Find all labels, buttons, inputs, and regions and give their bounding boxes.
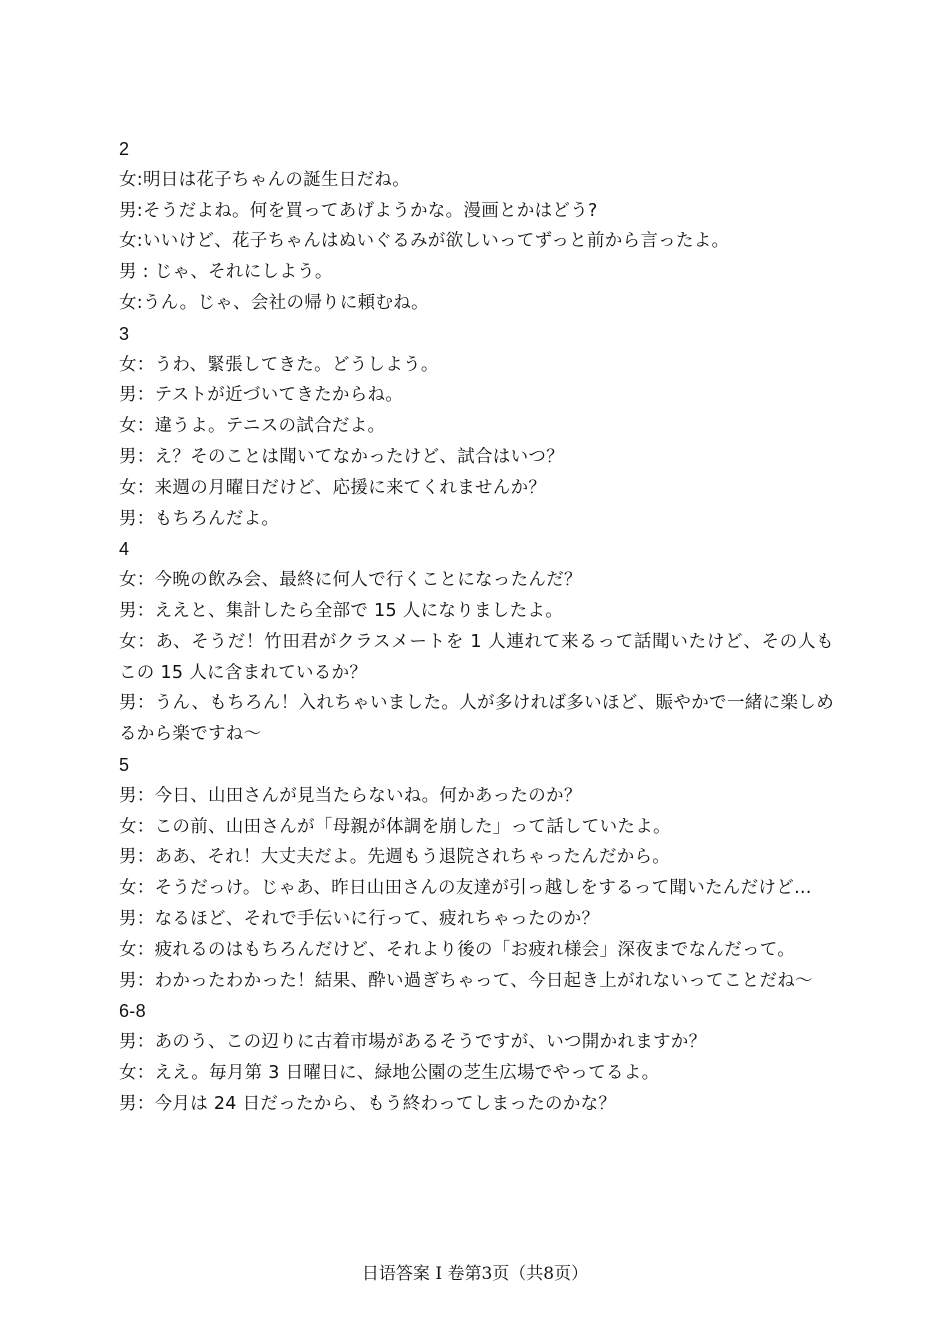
section-number: 5	[119, 754, 130, 775]
dialogue-line: 女:いいけど、花子ちゃんはぬいぐるみが欲しいってずっと前から言ったよ。	[119, 231, 730, 252]
dialogue-line: 女：来週の月曜日だけど、応援に来てくれませんか？	[119, 477, 547, 498]
section-4	[119, 534, 834, 750]
section-number: 4	[119, 539, 130, 560]
dialogue-line: 女：ええ。毎月第 3 日曜日に、緑地公園の芝生広場でやってるよ。	[119, 1062, 660, 1083]
section-6-8	[119, 996, 834, 1119]
dialogue-line: 男：ああ、それ！大丈夫だよ。先週もう退院されちゃったんだから。	[119, 847, 671, 868]
dialogue-line: 女:明日は花子ちゃんの誕生日だね。	[119, 169, 410, 190]
dialogue-line: 女：そうだっけ。じゃあ、昨日山田さんの友達が引っ越しをするって聞いたんだけど…	[119, 878, 812, 899]
section-number: 2	[119, 139, 130, 159]
section-2	[119, 134, 834, 319]
transcript-body	[119, 134, 834, 1120]
dialogue-line: 女：あ、そうだ！竹田君がクラスメートを 1 人連れて来るって話聞いたけど、その人もこの 15 人に含まれているか？	[119, 631, 834, 683]
dialogue-line: 女：今晩の飲み会、最終に何人で行くことになったんだ？	[119, 570, 582, 591]
dialogue-line: 男：え？そのことは聞いてなかったけど、試合はいつ？	[119, 446, 564, 467]
section-5	[119, 750, 834, 996]
dialogue-line: 女：うわ、緊張してきた。どうしよう。	[119, 354, 439, 375]
dialogue-line: 男：うん、もちろん！入れちゃいました。人が多ければ多いほど、賑やかで一緒に楽しめるから楽ですね～	[119, 693, 834, 745]
dialogue-line: 男：テストが近づいてきたからね。	[119, 385, 404, 406]
dialogue-line: 男：今日、山田さんが見当たらないね。何かあったのか？	[119, 785, 582, 806]
section-3	[119, 319, 834, 535]
dialogue-line: 女：違うよ。テニスの試合だよ。	[119, 416, 386, 437]
dialogue-line: 男：もちろんだよ。	[119, 508, 280, 529]
page-footer: 日语答案 I 卷第3页（共8页）	[361, 1264, 589, 1284]
dialogue-line: 男：ええと、集計したら全部で 15 人になりましたよ。	[119, 600, 563, 621]
section-number: 6-8	[119, 1001, 146, 1022]
dialogue-line: 女：疲れるのはもちろんだけど、それより後の「お疲れ様会」深夜までなんだって。	[119, 939, 796, 960]
dialogue-line: 男:そうだよね。何を買ってあげようかな。漫画とかはどう?	[119, 200, 598, 221]
dialogue-line: 男：わかったわかった！結果、酔い過ぎちゃって、今日起き上がれないってことだね～	[119, 970, 813, 991]
dialogue-line: 女：この前、山田さんが「母親が体調を崩した」って話していたよ。	[119, 816, 671, 837]
dialogue-line: 男：なるほど、それで手伝いに行って、疲れちゃったのか？	[119, 908, 600, 929]
dialogue-line: 男 : じゃ、それにしよう。	[119, 262, 333, 283]
dialogue-line: 男：今月は 24 日だったから、もう終わってしまったのかな？	[119, 1093, 617, 1114]
dialogue-line: 男：あのう、この辺りに古着市場があるそうですが、いつ開かれますか？	[119, 1032, 707, 1053]
dialogue-line: 女:うん。じゃ、会社の帰りに頼むね。	[119, 292, 429, 313]
section-number: 3	[119, 323, 130, 344]
